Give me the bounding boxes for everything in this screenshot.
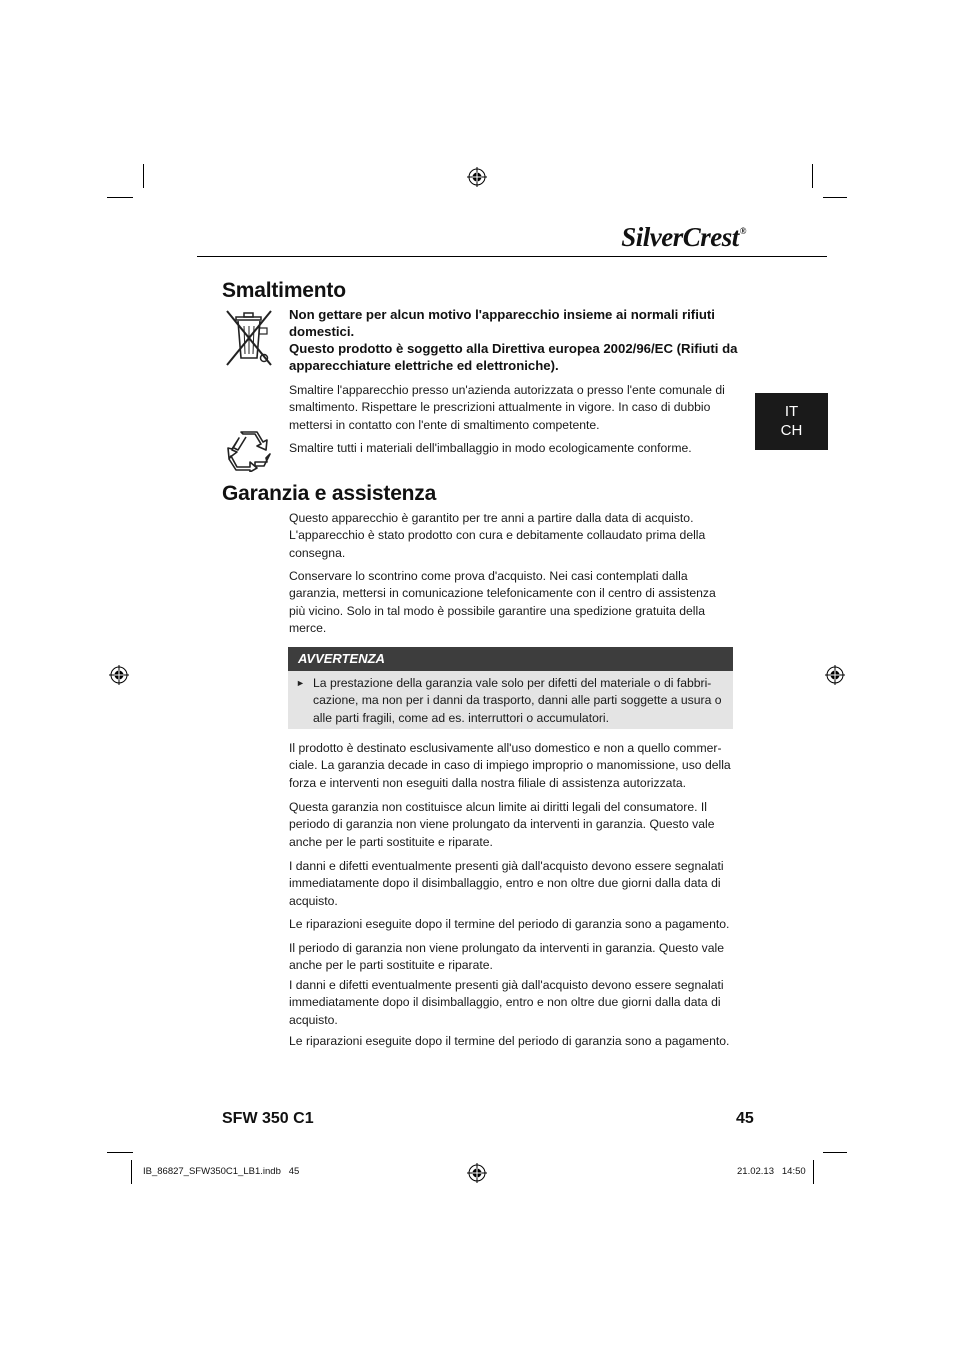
crop-mark [143, 164, 144, 188]
warranty-paragraph-7: Il periodo di garanzia non viene prolungato da interventi in garanzia. Questo vale anche per le parti sostituite e riparate. [289, 941, 724, 973]
disposal-warning-1: Non gettare per alcun motivo l'apparecchio insieme ai normali rifiuti domestici. [289, 307, 715, 339]
warranty-paragraph-9: Le riparazioni eseguite dopo il termine del periodo di garanzia sono a pagamento. [289, 1034, 730, 1048]
crop-mark [812, 164, 813, 188]
notice-text: La prestazione della garanzia vale solo per difetti del materiale o di fabbri-cazione, ma non per i danni da trasporto, danni alle parti soggette a usura o alle parti fragili, come ad es. interruttori o accumulatori. [313, 676, 722, 725]
print-date: 21.02.13 14:50 [737, 1166, 806, 1177]
page-number: 45 [736, 1110, 754, 1127]
warranty-paragraph-1: Questo apparecchio è garantito per tre anni a partire dalla data di acquisto. L'apparecchio è stato prodotto con cura e debitamente collaudato prima della consegna. [289, 511, 706, 560]
registration-mark-icon [467, 1163, 487, 1183]
crop-mark [131, 1160, 132, 1184]
model-number: SFW 350 C1 [222, 1110, 314, 1127]
crossed-bin-icon [223, 308, 275, 370]
disposal-warning-2: Questo prodotto è soggetto alla Direttiva europea 2002/96/EC (Rifiuti da apparecchiature elettriche ed elettroniche). [289, 341, 738, 373]
crop-mark [823, 197, 847, 198]
crop-mark [107, 1152, 133, 1153]
registration-mark-icon [467, 167, 487, 187]
brand-logo-text: SilverCrest [621, 222, 739, 252]
warranty-paragraph-2: Conservare lo scontrino come prova d'acquisto. Nei casi contemplati dalla garanzia, mettersi in comunicazione telefonicamente con il centro di assistenza più vicino. Solo in tal modo è possibile garantire una spedizione gratuita della merce. [289, 569, 716, 635]
warranty-paragraph-8: I danni e difetti eventualmente presenti già dall'acquisto devono essere segnalati immediatamente dopo il disimballaggio, entro e non oltre due giorni dalla data di acquisto. [289, 978, 724, 1027]
crop-mark [813, 1160, 814, 1184]
disposal-paragraph-1: Smaltire l'apparecchio presso un'azienda autorizzata o presso l'ente comunale di smaltimento. Rispettare le prescrizioni attualmente in vigore. In caso di dubbio mettersi in contatto con l'ente di smaltimento competente. [289, 383, 725, 432]
registered-mark: ® [739, 226, 746, 236]
notice-header: AVVERTENZA [288, 647, 733, 671]
language-code-it: IT [784, 403, 799, 420]
warranty-paragraph-6: Le riparazioni eseguite dopo il termine del periodo di garanzia sono a pagamento. [289, 917, 730, 931]
notice-box [288, 671, 733, 729]
disposal-paragraph-2: Smaltire tutti i materiali dell'imballaggio in modo ecologicamente conforme. [289, 441, 692, 455]
crop-mark [107, 197, 133, 198]
recycle-icon [226, 430, 274, 472]
disposal-heading: Smaltimento [222, 279, 346, 302]
registration-mark-icon [825, 665, 845, 685]
crop-mark [823, 1152, 847, 1153]
registration-mark-icon [109, 665, 129, 685]
arrow-right-icon: ► [296, 678, 305, 688]
warranty-paragraph-3: Il prodotto è destinato esclusivamente all'uso domestico e non a quello commer-ciale. La garanzia decade in caso di impiego improprio o manomissione, uso della forza e interventi non eseguiti dalla nostra filiale di assistenza autorizzata. [289, 741, 731, 790]
file-info: IB_86827_SFW350C1_LB1.indb 45 [143, 1166, 300, 1177]
language-tab [755, 393, 828, 450]
warranty-paragraph-4: Questa garanzia non costituisce alcun limite ai diritti legali del consumatore. Il periodo di garanzia non viene prolungato da interventi in garanzia. Questo vale anche per le parti sostituite e riparate. [289, 800, 715, 849]
warranty-heading: Garanzia e assistenza [222, 482, 437, 505]
language-code-ch: CH [780, 421, 803, 439]
warranty-paragraph-5: I danni e difetti eventualmente presenti già dall'acquisto devono essere segnalati immediatamente dopo il disimballaggio, entro e non oltre due giorni dalla data di acquisto. [289, 859, 724, 908]
header-rule [197, 256, 827, 257]
brand-logo [621, 222, 746, 253]
